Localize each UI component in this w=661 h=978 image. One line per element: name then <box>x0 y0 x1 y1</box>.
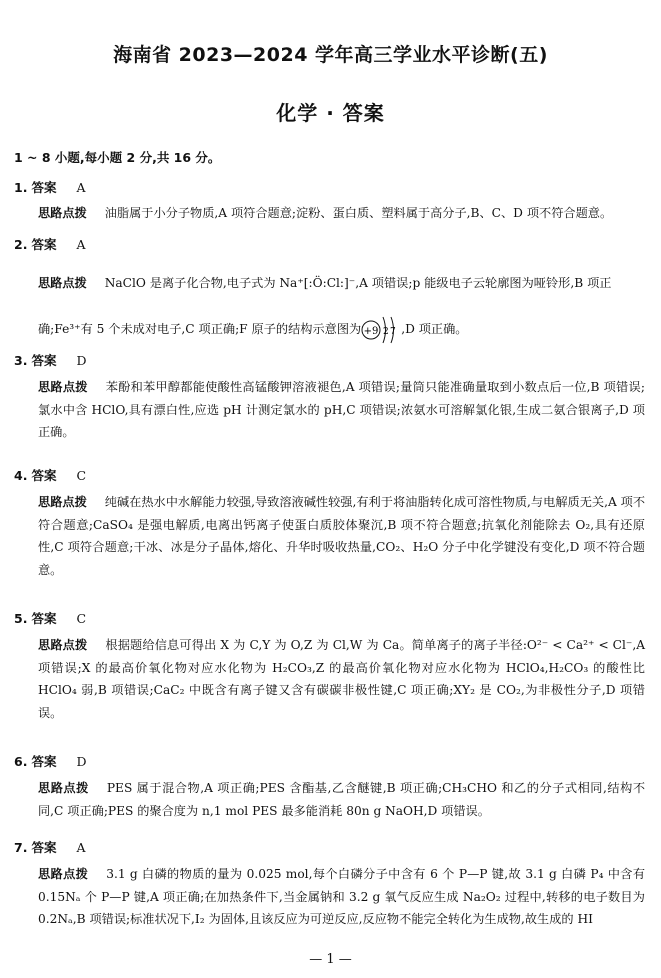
question-header: 3. 答案 D <box>14 353 87 368</box>
analysis-text: 思路点拨 油脂属于小分子物质,A 项符合题意;淀粉、蛋白质、塑料属于高分子,B、C、D 项不符合题意。 <box>38 206 613 220</box>
answer-value: A <box>76 840 86 855</box>
atom-shell-1: 2 <box>383 326 389 337</box>
answer-value: D <box>76 353 87 368</box>
answer-value: C <box>76 611 87 626</box>
answer-value: D <box>76 754 87 769</box>
answer-value: A <box>76 180 86 195</box>
question-header: 5. 答案 C <box>14 611 87 626</box>
analysis-text: 思路点拨 纯碱在热水中水解能力较强,导致溶液碱性较强,有利于将油脂转化成可溶性物质,与电解质无关,A 项不符合题意;CaSO₄ 是强电解质,电离出钙离子使蛋白质胶体聚沉,B 项不符合题意;抗氧化剂能除去 O₂,具有还原性,C 项符合题意;干冰、冰是分子晶体,熔化、升华时吸收热量,CO₂、H₂O 分子中化学键没有变化,D 项不符合题意。 <box>38 495 646 577</box>
answer-value: A <box>76 237 86 252</box>
atom-shell-2: 7 <box>390 326 396 337</box>
question-header: 1. 答案 A <box>14 180 86 195</box>
page-title: 海南省 2023—2024 学年高三学业水平诊断(五) <box>113 44 548 66</box>
atom-nucleus-label: +9 <box>363 325 379 337</box>
page-number: — 1 — <box>309 952 352 967</box>
analysis-text: 思路点拨 PES 属于混合物,A 项正确;PES 含酯基,乙含醚键,B 项正确;CH₃CHO 和乙的分子式相同,结构不同,C 项正确;PES 的聚合度为 n,1 mol PES 最多能消耗 80n g NaOH,D 项错误。 <box>38 781 646 818</box>
answer-value: C <box>76 468 87 483</box>
fluorine-atom-structure-diagram <box>361 319 401 341</box>
question-header: 2. 答案 A <box>14 237 86 252</box>
question-header: 7. 答案 A <box>14 840 86 855</box>
analysis-text: 思路点拨 NaClO 是离子化合物,电子式为 Na⁺[:Ö:Cl:]⁻,A 项错误;p 能级电子云轮廓图为哑铃形,B 项正 确;Fe³⁺有 5 个未成对电子,C 项正确;F 原子的结构示意图为 +9 2 7 ,D 项正确。 <box>38 260 645 352</box>
analysis-text: 思路点拨 苯酚和苯甲醇都能使酸性高锰酸钾溶液褪色,A 项错误;量筒只能准确量取到小数点后一位,B 项错误;氯水中含 HClO,具有漂白性,应选 pH 计测定氯水的 pH,C 项错误;浓氨水可溶解氯化银,生成二氨合银离子,D 项正确。 <box>38 380 646 439</box>
page-subtitle: 化学 · 答案 <box>276 101 385 125</box>
analysis-text: 思路点拨 3.1 g 白磷的物质的量为 0.025 mol,每个白磷分子中含有 6 个 P—P 键,故 3.1 g 白磷 P₄ 中含有 0.15Nₐ 个 P—P 键,A 项正确;在加热条件下,当金属钠和 3.2 g 氧气反应生成 Na₂O₂ 过程中,转移的电子数目为 0.2Nₐ,B 项错误;标准状况下,I₂ 为固体,且该反应为可逆反应,反应物不能完全转化为生成物,故生成的 HI <box>38 867 646 926</box>
question-header: 4. 答案 C <box>14 468 87 483</box>
question-header: 6. 答案 D <box>14 754 87 769</box>
analysis-text: 思路点拨 根据题给信息可得出 X 为 C,Y 为 O,Z 为 Cl,W 为 Ca。简单离子的离子半径:O²⁻ < Ca²⁺ < Cl⁻,A 项错误;X 的最高价氧化物对应水化物为 H₂CO₃,Z 的最高价氧化物对应水化物为 HClO₄,H₂CO₃ 的酸性比 HClO₄ 弱,B 项错误;CaC₂ 中既含有离子键又含有碳碳非极性键,C 项正确;XY₂ 是 CO₂,为非极性分子,D 项错误。 <box>38 638 646 720</box>
section-intro: 1 ~ 8 小题,每小题 2 分,共 16 分。 <box>14 150 221 165</box>
